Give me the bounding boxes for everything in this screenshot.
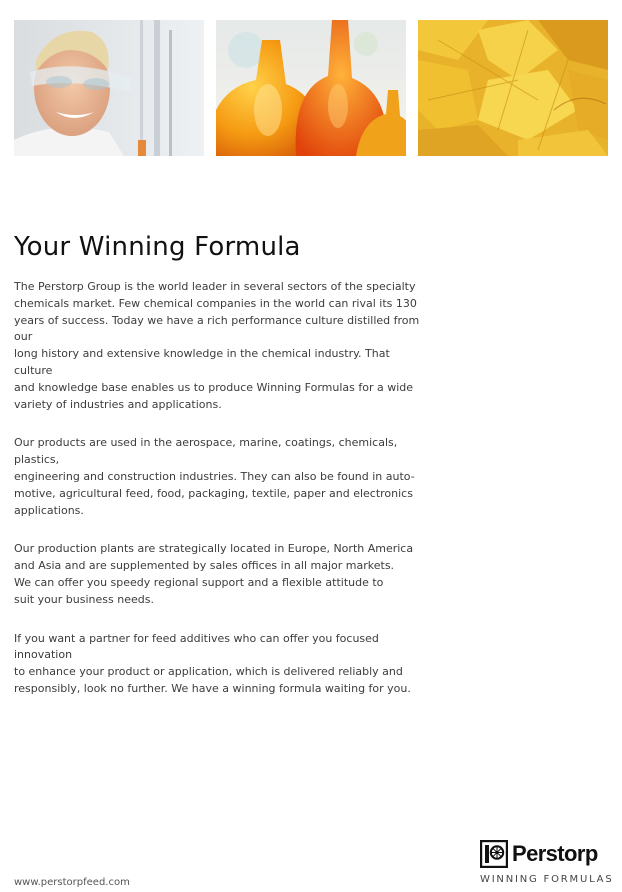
logo-tagline: WINNING FORMULAS [480, 874, 614, 885]
photo-leaves [418, 20, 608, 156]
photo-flasks [216, 20, 406, 156]
paragraph-intro: The Perstorp Group is the world leader in several sectors of the specialty chemicals market. Few chemical companies in the world can rival its 130 years of success. Today we have a rich performance culture distilled from our long history and extensive knowledge in the chemical industry. That culture and knowledge base enables us to produce Winning Formulas for a wide variety of industries and applications. [14, 280, 420, 411]
perstorp-logo-icon [480, 840, 508, 868]
photo-strip [14, 20, 608, 156]
photo-scientist [14, 20, 204, 156]
body-text [14, 279, 424, 720]
logo-wordmark: Perstorp [512, 841, 598, 866]
footer-url: www.perstorpfeed.com [14, 877, 130, 888]
page-headline: Your Winning Formula [14, 232, 301, 262]
paragraph-locations: Our production plants are strategically located in Europe, North America and Asia and are supplemented by sales offices in all major markets. We can offer you speedy regional support and a flexible attitude to suit your business needs. [14, 542, 414, 606]
perstorp-logo [480, 838, 614, 888]
paragraph-industries: Our products are used in the aerospace, marine, coatings, chemicals, plastics, engineering and construction industries. They can also be found in auto- motive, agricultural feed, food, packaging, textile, paper and electronics applications. [14, 436, 415, 517]
paragraph-partner: If you want a partner for feed additives who can offer you focused innovation to enhance your product or application, which is delivered reliably and responsibly, look no further. We have a winning formula waiting for you. [14, 631, 411, 695]
